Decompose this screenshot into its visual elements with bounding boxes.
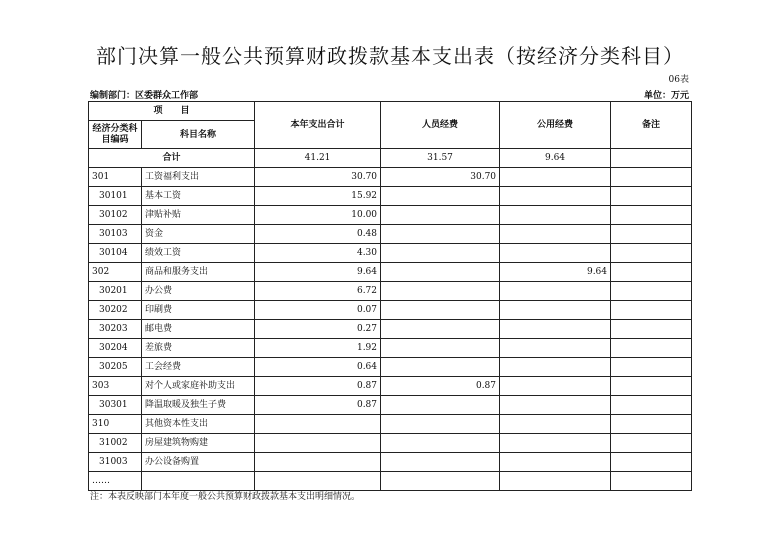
unit-label: 单位：万元 (643, 91, 689, 101)
row-remark (611, 339, 692, 358)
row-remark (611, 301, 692, 320)
row-public (500, 358, 611, 377)
row-code: 30202 (89, 301, 142, 320)
row-name: 邮电费 (142, 320, 255, 339)
row-public (500, 301, 611, 320)
row-personnel (381, 263, 500, 282)
row-total: 15.92 (255, 187, 381, 206)
header-total: 本年支出合计 (255, 102, 381, 149)
table-row (89, 244, 692, 263)
row-personnel (381, 187, 500, 206)
sum-label: 合计 (89, 149, 255, 168)
row-remark (611, 453, 692, 472)
row-public: 9.64 (500, 263, 611, 282)
header-name: 科目名称 (142, 121, 255, 149)
row-code: 302 (89, 263, 142, 282)
row-public (500, 206, 611, 225)
row-name: 办公设备购置 (142, 453, 255, 472)
table-row (89, 206, 692, 225)
row-remark (611, 187, 692, 206)
row-name: 办公费 (142, 282, 255, 301)
row-total (255, 472, 381, 491)
header-personnel: 人员经费 (381, 102, 500, 149)
row-name: 差旅费 (142, 339, 255, 358)
row-code: 30203 (89, 320, 142, 339)
row-total: 1.92 (255, 339, 381, 358)
table-row (89, 263, 692, 282)
row-total: 0.87 (255, 377, 381, 396)
row-code: 30201 (89, 282, 142, 301)
sum-public: 9.64 (500, 149, 611, 168)
row-remark (611, 320, 692, 339)
table-row (89, 320, 692, 339)
row-total (255, 434, 381, 453)
table-row (89, 472, 692, 491)
table-row (89, 301, 692, 320)
row-code: 30102 (89, 206, 142, 225)
page-title: 部门决算一般公共预算财政拨款基本支出表（按经济分类科目） (96, 44, 684, 68)
row-remark (611, 396, 692, 415)
row-name: 资金 (142, 225, 255, 244)
table-row (89, 168, 692, 187)
row-total: 9.64 (255, 263, 381, 282)
row-personnel (381, 396, 500, 415)
row-total: 0.27 (255, 320, 381, 339)
table-row (89, 377, 692, 396)
row-code: 30205 (89, 358, 142, 377)
row-name: 印刷费 (142, 301, 255, 320)
table-row (89, 282, 692, 301)
row-personnel (381, 434, 500, 453)
table-row (89, 453, 692, 472)
row-total: 10.00 (255, 206, 381, 225)
row-remark (611, 358, 692, 377)
row-remark (611, 377, 692, 396)
table-row (89, 339, 692, 358)
row-public (500, 339, 611, 358)
row-personnel (381, 225, 500, 244)
row-remark (611, 434, 692, 453)
row-code: 303 (89, 377, 142, 396)
sum-total: 41.21 (255, 149, 381, 168)
row-total: 0.07 (255, 301, 381, 320)
row-personnel: 0.87 (381, 377, 500, 396)
row-remark (611, 168, 692, 187)
row-public (500, 168, 611, 187)
expenditure-table (88, 101, 692, 491)
table-row (89, 415, 692, 434)
row-code: 301 (89, 168, 142, 187)
row-name: 商品和服务支出 (142, 263, 255, 282)
row-name: 对个人或家庭补助支出 (142, 377, 255, 396)
table-row (89, 434, 692, 453)
row-personnel (381, 453, 500, 472)
header-public: 公用经费 (500, 102, 611, 149)
row-code: 30101 (89, 187, 142, 206)
row-public (500, 377, 611, 396)
row-total (255, 415, 381, 434)
row-personnel (381, 358, 500, 377)
sum-remark (611, 149, 692, 168)
row-personnel (381, 320, 500, 339)
row-personnel (381, 244, 500, 263)
row-public (500, 187, 611, 206)
row-code: 30103 (89, 225, 142, 244)
row-total: 0.87 (255, 396, 381, 415)
row-code: …… (89, 472, 142, 491)
row-code: 31003 (89, 453, 142, 472)
row-name (142, 472, 255, 491)
row-personnel: 30.70 (381, 168, 500, 187)
row-total (255, 453, 381, 472)
row-name: 津贴补贴 (142, 206, 255, 225)
row-personnel (381, 301, 500, 320)
row-code: 31002 (89, 434, 142, 453)
row-public (500, 225, 611, 244)
row-personnel (381, 472, 500, 491)
row-remark (611, 415, 692, 434)
row-remark (611, 263, 692, 282)
row-total: 4.30 (255, 244, 381, 263)
row-name: 工会经费 (142, 358, 255, 377)
table-row (89, 358, 692, 377)
row-remark (611, 472, 692, 491)
row-public (500, 453, 611, 472)
sum-personnel: 31.57 (381, 149, 500, 168)
row-code: 310 (89, 415, 142, 434)
row-total: 6.72 (255, 282, 381, 301)
row-public (500, 282, 611, 301)
row-public (500, 320, 611, 339)
sum-row (89, 149, 692, 168)
organization-label: 编制部门：区委群众工作部 (90, 91, 199, 101)
row-name: 其他资本性支出 (142, 415, 255, 434)
row-name: 绩效工资 (142, 244, 255, 263)
header-item: 项 目 (89, 102, 255, 121)
footnote: 注：本表反映部门本年度一般公共预算财政拨款基本支出明细情况。 (90, 492, 361, 502)
row-total: 0.48 (255, 225, 381, 244)
row-remark (611, 206, 692, 225)
row-code: 30204 (89, 339, 142, 358)
row-remark (611, 225, 692, 244)
table-row (89, 187, 692, 206)
row-public (500, 415, 611, 434)
row-total: 0.64 (255, 358, 381, 377)
row-personnel (381, 282, 500, 301)
header-remark: 备注 (611, 102, 692, 149)
table-row (89, 396, 692, 415)
row-public (500, 434, 611, 453)
form-number: 06表 (668, 75, 689, 85)
row-name: 房屋建筑物购建 (142, 434, 255, 453)
row-name: 基本工资 (142, 187, 255, 206)
table-row (89, 225, 692, 244)
row-personnel (381, 339, 500, 358)
row-personnel (381, 415, 500, 434)
row-name: 工资福利支出 (142, 168, 255, 187)
row-code: 30301 (89, 396, 142, 415)
row-name: 降温取暖及独生子费 (142, 396, 255, 415)
row-total: 30.70 (255, 168, 381, 187)
row-public (500, 396, 611, 415)
row-public (500, 472, 611, 491)
row-public (500, 244, 611, 263)
row-personnel (381, 206, 500, 225)
header-code: 经济分类科目编码 (89, 121, 142, 149)
row-remark (611, 244, 692, 263)
row-remark (611, 282, 692, 301)
row-code: 30104 (89, 244, 142, 263)
